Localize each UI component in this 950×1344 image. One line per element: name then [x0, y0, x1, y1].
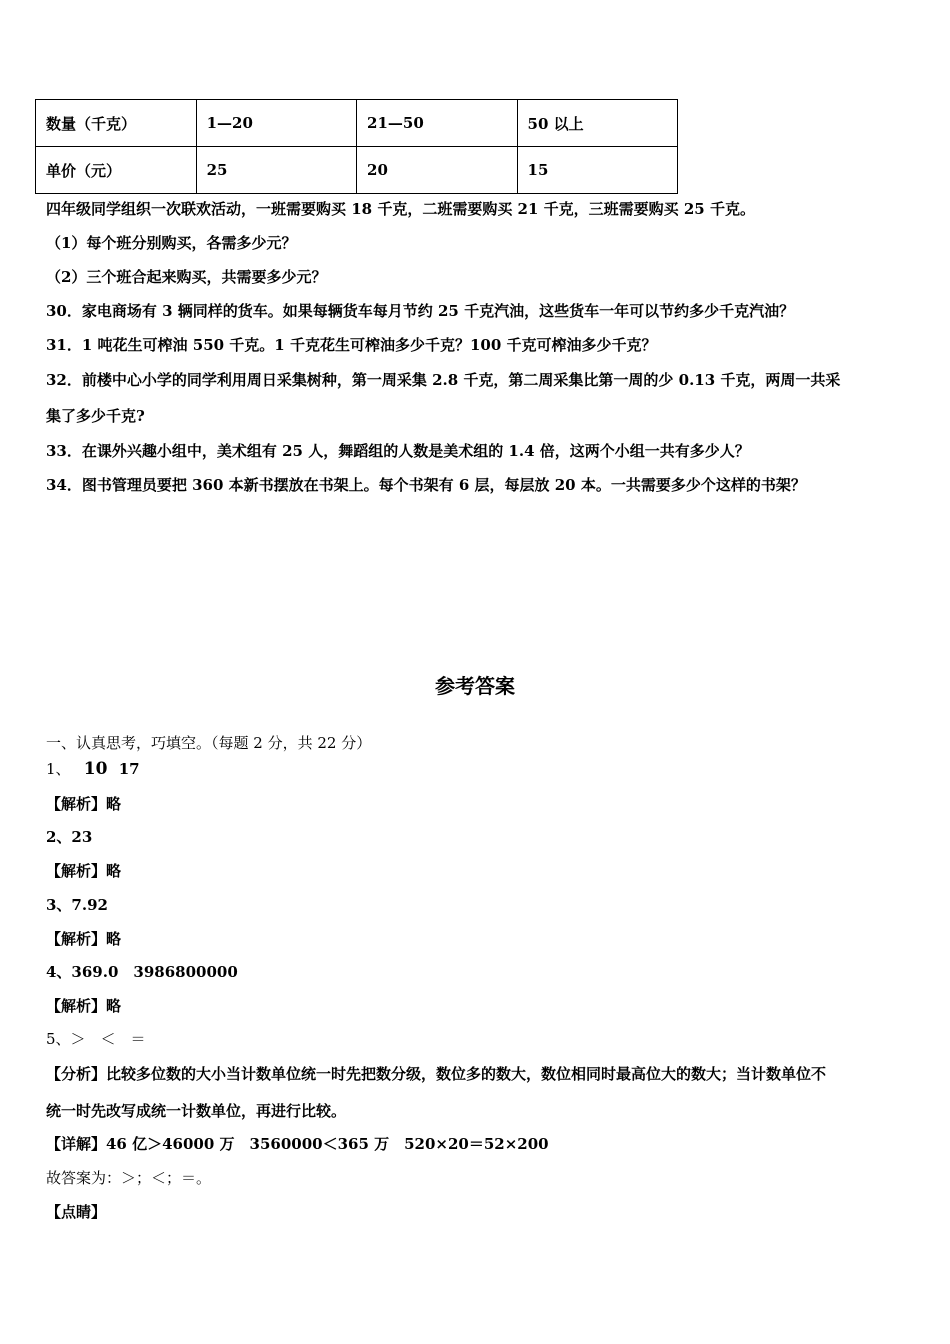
problem-question-1: （1）每个班分别购买，各需多少元？ — [46, 234, 297, 252]
problem-question-2: （2）三个班合起来购买，共需要多少元？ — [46, 268, 327, 286]
table-cell: 50 以上 — [517, 100, 677, 147]
answer-5: 5、＞ ＜ ＝ — [46, 1030, 146, 1048]
table-cell: 21—50 — [357, 100, 517, 147]
answer-5-analysis-line-1: 【分析】比较多位数的大小当计数单位统一时先把数分级，数位多的数大，数位相同时最高位大的数大；当计数单位不 — [46, 1065, 827, 1083]
problem-34: 34．图书管理员要把 360 本新书摆放在书架上。每个书架有 6 层，每层放 20 本。一共需要多少个这样的书架？ — [46, 476, 806, 494]
answer-4-note: 【解析】略 — [46, 997, 122, 1015]
answer-1-value-1: 10 — [83, 759, 108, 779]
answer-5-detail: 【详解】46 亿＞46000 万 3560000＜365 万 520×20＝52×200 — [46, 1135, 549, 1153]
table-cell: 25 — [196, 147, 356, 194]
problem-intro: 四年级同学组织一次联欢活动，一班需要购买 18 千克，二班需要购买 21 千克，三班需要购买 25 千克。 — [46, 200, 755, 218]
answer-2: 2、23 — [46, 828, 93, 846]
answer-3: 3、7.92 — [46, 896, 108, 914]
problem-32-line-2: 集了多少千克? — [46, 407, 145, 425]
table-cell: 单价（元） — [36, 147, 197, 194]
table-cell: 1—20 — [196, 100, 356, 147]
answer-5-analysis-line-2: 统一时先改写成统一计数单位，再进行比较。 — [46, 1102, 347, 1120]
table-cell: 20 — [357, 147, 517, 194]
answer-1 — [46, 759, 140, 779]
problem-30: 30．家电商场有 3 辆同样的货车。如果每辆货车每月节约 25 千克汽油，这些货车一年可以节约多少千克汽油？ — [46, 302, 795, 320]
answer-5-conclusion: 故答案为：＞；＜；＝。 — [46, 1169, 212, 1187]
answers-title: 参考答案 — [435, 674, 515, 698]
problem-31: 31．1 吨花生可榨油 550 千克。1 千克花生可榨油多少千克？100 千克可榨油多少千克？ — [46, 336, 657, 354]
table-row — [36, 100, 678, 147]
answer-1-value-2: 17 — [118, 760, 140, 778]
answer-4: 4、369.0 3986800000 — [46, 963, 238, 981]
table-row — [36, 147, 678, 194]
answer-1-note: 【解析】略 — [46, 795, 122, 813]
answer-2-note: 【解析】略 — [46, 862, 122, 880]
answer-5-point: 【点睛】 — [46, 1203, 107, 1221]
problem-32-line-1: 32．前楼中心小学的同学利用周日采集树种，第一周采集 2.8 千克，第二周采集比第一周的少 0.13 千克，两周一共采 — [46, 371, 841, 389]
problem-33: 33．在课外兴趣小组中，美术组有 25 人，舞蹈组的人数是美术组的 1.4 倍，这两个小组一共有多少人？ — [46, 442, 750, 460]
answer-3-note: 【解析】略 — [46, 930, 122, 948]
answer-1-prefix: 1、 — [46, 760, 71, 778]
table-cell: 数量（千克） — [36, 100, 197, 147]
price-table — [35, 99, 678, 194]
answers-section-1: 一、认真思考，巧填空。（每题 2 分，共 22 分） — [46, 734, 372, 752]
table-cell: 15 — [517, 147, 677, 194]
